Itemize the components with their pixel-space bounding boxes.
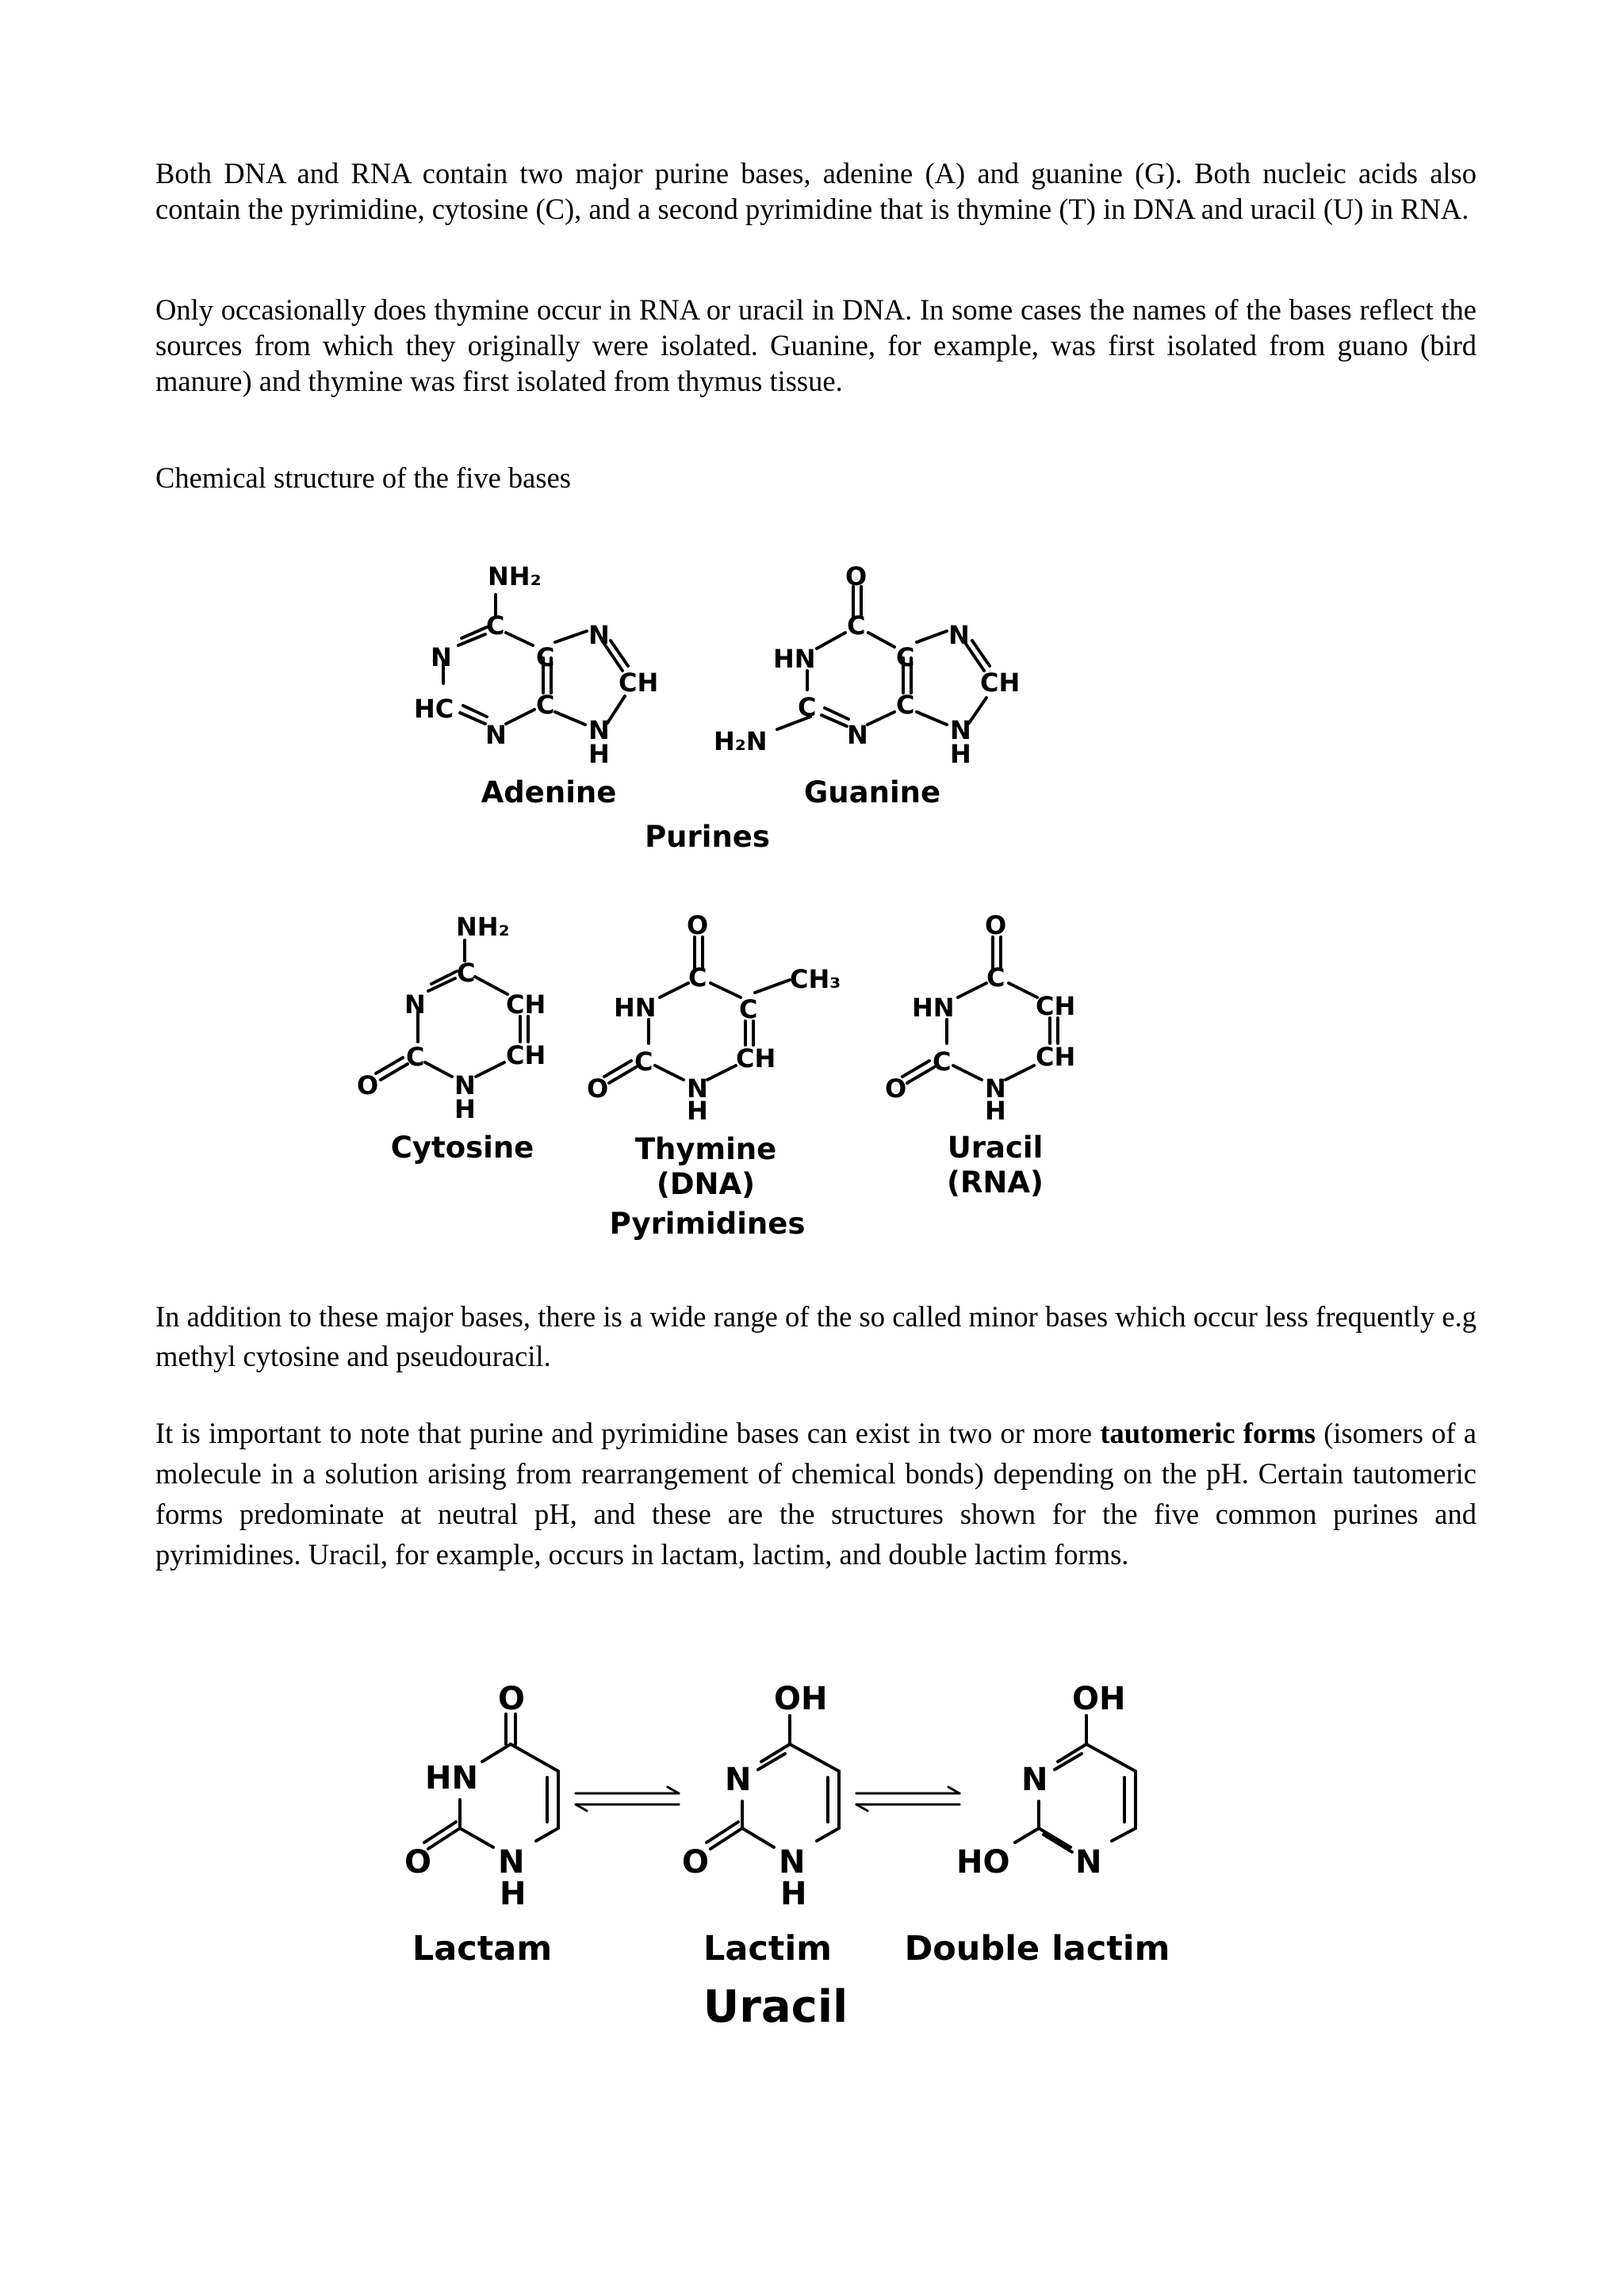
atom-label: C bbox=[406, 1042, 425, 1072]
figure-caption: Chemical structure of the five bases bbox=[155, 461, 571, 494]
thymine-note: (DNA) bbox=[656, 1167, 756, 1201]
uracil-title: Uracil bbox=[703, 1981, 848, 2033]
atom-label: NH₂ bbox=[488, 561, 542, 591]
atom-label: CH bbox=[619, 668, 659, 698]
atom-label: N bbox=[588, 620, 610, 650]
lactim-label: Lactim bbox=[703, 1929, 833, 1969]
atom-label: C bbox=[634, 1047, 653, 1077]
atom-label: HO bbox=[956, 1844, 1010, 1881]
atom-label: O bbox=[498, 1681, 526, 1717]
atom-label: N bbox=[725, 1762, 752, 1798]
atom-label: N bbox=[431, 642, 452, 672]
atom-label: C bbox=[536, 690, 555, 720]
uracil-label: Uracil bbox=[947, 1131, 1044, 1165]
atom-label: C bbox=[536, 642, 555, 672]
tautomer-text-end: (isomers of a molecule in a solution arising from rearrangement of chemical bonds) depending on the pH. Certain tautomeric forms predominate at neutral pH, and these are the structures shown for the five common purines and pyrimidines. Uracil, for example, occurs in lactam, lactim, and double lactim forms. bbox=[155, 1417, 1477, 1571]
atom-label: C bbox=[457, 958, 476, 988]
atom-label: N bbox=[1075, 1844, 1102, 1881]
equilibrium-arrow bbox=[856, 1787, 959, 1811]
lactam-structure bbox=[404, 1681, 558, 1969]
cytosine-structure bbox=[357, 912, 546, 1165]
purines-label: Purines bbox=[645, 820, 770, 854]
atom-label: H bbox=[500, 1876, 527, 1912]
atom-label: CH₃ bbox=[790, 964, 841, 994]
atom-label: C bbox=[798, 692, 817, 722]
atom-label: O bbox=[404, 1844, 432, 1881]
atom-label: HC bbox=[414, 694, 454, 724]
lactim-structure bbox=[682, 1681, 839, 1969]
atom-label: H bbox=[985, 1096, 1006, 1126]
atom-label: O bbox=[885, 1073, 907, 1104]
atom-label: CH bbox=[506, 1040, 546, 1070]
atom-label: CH bbox=[1036, 1042, 1076, 1072]
thymine-label: Thymine bbox=[634, 1132, 777, 1166]
equilibrium-arrow bbox=[576, 1787, 679, 1811]
atom-label: H bbox=[687, 1096, 708, 1126]
atom-label: CH bbox=[980, 668, 1021, 698]
atom-label: N bbox=[847, 720, 868, 750]
atom-label: O bbox=[845, 561, 868, 591]
atom-label: N bbox=[948, 620, 970, 650]
atom-label: C bbox=[688, 962, 707, 993]
atom-label: CH bbox=[736, 1043, 776, 1073]
atom-label: O bbox=[985, 910, 1007, 940]
tautomeric-forms-term: tautomeric forms bbox=[1100, 1417, 1316, 1449]
double-lactim-label: Double lactim bbox=[904, 1929, 1170, 1969]
atom-label: H bbox=[950, 739, 971, 769]
atom-label: N bbox=[485, 720, 507, 750]
atom-label: HN bbox=[614, 993, 657, 1023]
atom-label: CH bbox=[1036, 991, 1076, 1021]
atom-label: CH bbox=[506, 989, 546, 1020]
atom-label: HN bbox=[912, 993, 955, 1023]
atom-label: C bbox=[847, 610, 866, 641]
thymine-structure bbox=[587, 910, 841, 1201]
atom-label: H bbox=[588, 739, 610, 769]
pyrimidines-label: Pyrimidines bbox=[609, 1207, 806, 1241]
guanine-structure bbox=[714, 561, 1020, 809]
lactam-label: Lactam bbox=[412, 1929, 553, 1969]
uracil-structure bbox=[885, 910, 1075, 1200]
paragraph-tautomeric-forms bbox=[155, 1413, 1477, 1575]
atom-label: N bbox=[498, 1844, 525, 1881]
atom-label: C bbox=[933, 1047, 952, 1077]
atom-label: HN bbox=[425, 1760, 478, 1797]
cytosine-label: Cytosine bbox=[390, 1131, 534, 1165]
atom-label: N bbox=[404, 989, 426, 1020]
paragraph-minor-bases: In addition to these major bases, there is a wide range of the so called minor bases which occur less frequently e.g methyl cytosine and pseudouracil. bbox=[155, 1300, 1477, 1372]
atom-label: O bbox=[687, 910, 709, 940]
bases-structure-figure bbox=[0, 539, 1624, 1269]
tautomer-text-start: It is important to note that purine and pyrimidine bases can exist in two or more bbox=[155, 1417, 1101, 1449]
atom-label: C bbox=[486, 610, 505, 641]
atom-label: C bbox=[896, 642, 915, 672]
atom-label: H bbox=[454, 1094, 476, 1124]
atom-label: N bbox=[1021, 1762, 1048, 1798]
adenine-structure bbox=[414, 561, 658, 809]
atom-label: C bbox=[896, 690, 915, 720]
atom-label: H₂N bbox=[714, 726, 768, 756]
uracil-tautomers-figure bbox=[0, 1649, 1624, 2061]
adenine-label: Adenine bbox=[481, 775, 617, 809]
atom-label: N bbox=[985, 1073, 1006, 1104]
atom-label: O bbox=[357, 1070, 379, 1100]
atom-label: N bbox=[454, 1070, 476, 1100]
atom-label: NH₂ bbox=[456, 912, 510, 942]
paragraph-occurrence: Only occasionally does thymine occur in RNA or uracil in DNA. In some cases the names of the bases reflect the sources from which they originally were isolated. Guanine, for example, was first isolated from guano (bird manure) and thymine was first isolated from thymus tissue. bbox=[155, 293, 1477, 397]
atom-label: N bbox=[687, 1073, 708, 1104]
atom-label: C bbox=[739, 994, 758, 1024]
atom-label: O bbox=[682, 1844, 710, 1881]
atom-label: O bbox=[587, 1073, 609, 1104]
atom-label: HN bbox=[773, 644, 816, 674]
double-lactim-structure bbox=[905, 1681, 1170, 1969]
atom-label: C bbox=[986, 962, 1005, 993]
uracil-note: (RNA) bbox=[947, 1165, 1044, 1200]
atom-label: N bbox=[779, 1844, 806, 1881]
atom-label: N bbox=[588, 715, 610, 745]
atom-label: H bbox=[780, 1876, 807, 1912]
atom-label: OH bbox=[1072, 1681, 1126, 1717]
atom-label: OH bbox=[774, 1681, 828, 1717]
paragraph-bases-intro: Both DNA and RNA contain two major purine bases, adenine (A) and guanine (G). Both nucleic acids also contain the pyrimidine, cytosine (C), and a second pyrimidine that is thymine (T) in DNA and uracil (U) in RNA. bbox=[155, 157, 1477, 225]
guanine-label: Guanine bbox=[803, 775, 941, 809]
atom-label: N bbox=[950, 715, 971, 745]
